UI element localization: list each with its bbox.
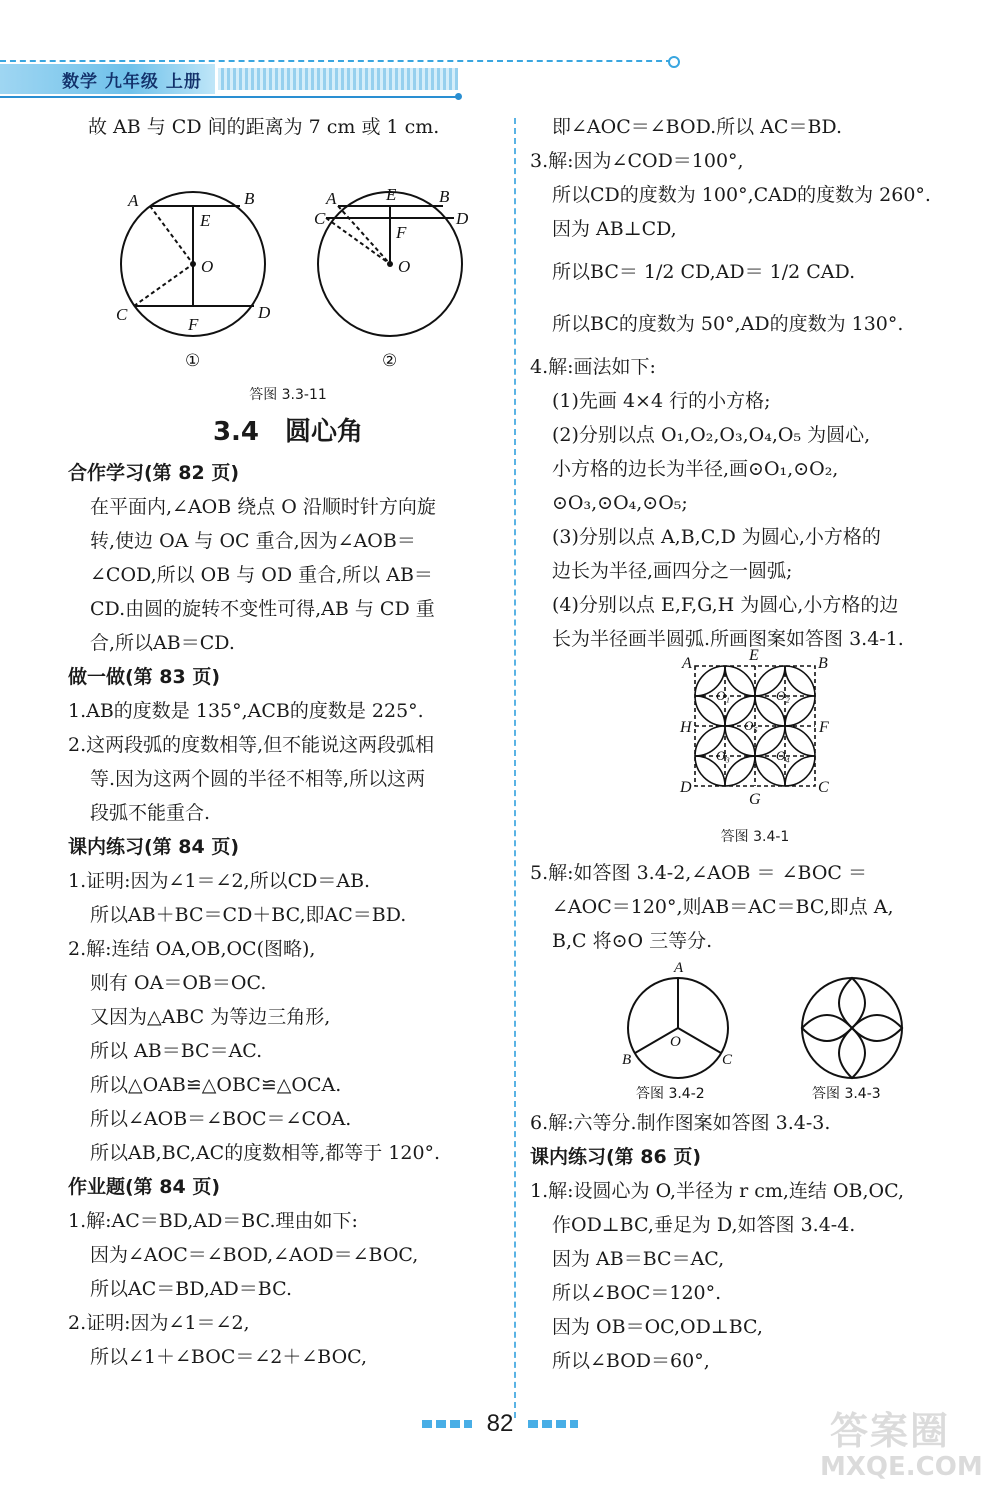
text-line: 所以AB,BC,AC的度数相等,都等于 120°.: [90, 1142, 441, 1164]
text-line: 1.解:设圆心为 O,半径为 r cm,连结 OB,OC,: [530, 1180, 905, 1202]
text-line: 所以BC的度数为 50°,AD的度数为 130°.: [552, 313, 904, 335]
text-line: 边长为半径,画四分之一圆弧;: [552, 560, 793, 582]
text-line: 即∠AOC＝∠BOD.所以 AC＝BD.: [552, 116, 843, 138]
watermark-url: MXQE.COM: [820, 1452, 983, 1482]
center-dot-2: [387, 261, 393, 267]
label-o2: O₂: [776, 688, 790, 703]
two-circle-figures: [530, 958, 980, 1106]
text-line: 所以 AB＝BC＝AC.: [90, 1040, 263, 1062]
text-line: 所以∠BOD＝60°,: [552, 1350, 710, 1372]
label-b-1: B: [244, 189, 255, 208]
text-line: (4)分别以点 E,F,G,H 为圆心,小方格的边: [552, 594, 899, 616]
figure-3-4-1: [530, 647, 980, 824]
subheading: 课内练习(第 86 页): [530, 1146, 702, 1168]
caption-342: 答图 3.4-2: [636, 1086, 705, 1102]
watermark: [800, 1400, 990, 1490]
text-line: 所以CD的度数为 100°,CAD的度数为 260°.: [552, 184, 931, 206]
label-h: H: [680, 719, 692, 736]
text-line: 因为 OB＝OC,OD⊥BC,: [552, 1316, 763, 1338]
text-line: ∠COD,所以 OB 与 OD 重合,所以 AB＝: [90, 564, 433, 586]
text-line: 3.解:因为∠COD＝100°,: [530, 150, 744, 172]
text-line: 1.证明:因为∠1＝∠2,所以CD＝AB.: [68, 870, 371, 892]
label-c-2: C: [314, 209, 326, 228]
label-c: C: [722, 1052, 733, 1068]
text-line: 段弧不能重合.: [90, 802, 211, 824]
header-underline: [0, 96, 460, 98]
label-o5: O₅: [744, 718, 758, 733]
label-a: A: [682, 655, 692, 672]
label-b-2: B: [439, 187, 450, 206]
label-a-1: A: [128, 191, 139, 210]
center-dot-1: [190, 261, 196, 267]
column-divider: [514, 118, 516, 1418]
text-line: 因为 AB⊥CD,: [552, 218, 677, 240]
label-e-2: E: [386, 185, 397, 204]
text-line: 所以BC＝ 1/2 CD,AD＝ 1/2 CAD.: [552, 261, 856, 283]
page-header: [0, 58, 680, 98]
label-e: E: [749, 647, 759, 664]
subheading: 合作学习(第 82 页): [68, 462, 240, 484]
text-line: 2.解:连结 OA,OB,OC(图略),: [68, 938, 316, 960]
text-line: 5.解:如答图 3.4-2,∠AOB ＝ ∠BOC ＝: [530, 862, 867, 884]
label-c-1: C: [116, 305, 128, 324]
text-line: 2.证明:因为∠1＝∠2,: [68, 1312, 250, 1334]
text-line: B,C 将⊙O 三等分.: [552, 930, 713, 952]
text-line: ⊙O₃,⊙O₄,⊙O₅;: [552, 492, 688, 514]
header-dot: [668, 56, 680, 68]
text-line: 4.解:画法如下:: [530, 356, 656, 378]
section-title: 3.4 圆心角: [212, 417, 364, 447]
text-line: 1.解:AC＝BD,AD＝BC.理由如下:: [68, 1210, 358, 1232]
footer-dots-left: [422, 1420, 472, 1428]
caption-343: 答图 3.4-3: [812, 1086, 881, 1102]
label-o1: O₁: [716, 688, 730, 703]
figures-3-4-2-and-3: [530, 958, 980, 1106]
text-line: 合,所以AB＝CD.: [90, 632, 235, 654]
text-line: 所以AC＝BD,AD＝BC.: [90, 1278, 292, 1300]
label-b: B: [622, 1052, 632, 1068]
label-d-1: D: [258, 303, 271, 322]
label-f: F: [819, 719, 829, 736]
label-a-2: A: [326, 189, 337, 208]
radius-oc-1: [134, 264, 193, 306]
label-o4: O₄: [776, 748, 790, 763]
label-a: A: [674, 960, 684, 976]
figure-num-1: ①: [185, 351, 201, 371]
label-o-1: O: [201, 257, 214, 276]
right-column: [530, 110, 980, 1378]
text-line: 在平面内,∠AOB 绕点 O 沿顺时针方向旋: [90, 496, 436, 518]
left-column: [68, 110, 508, 1374]
figure-caption: 答图 3.4-1: [720, 829, 790, 845]
text-line: 作OD⊥BC,垂足为 D,如答图 3.4-4.: [552, 1214, 856, 1236]
footer-dots-right: [528, 1420, 578, 1428]
text-line: 所以∠BOC＝120°.: [552, 1282, 722, 1304]
text-line: CD.由圆的旋转不变性可得,AB 与 CD 重: [90, 598, 435, 620]
label-b: B: [818, 655, 828, 672]
header-band-pattern: [218, 68, 458, 90]
text-line: 所以△OAB≌△OBC≌△OCA.: [90, 1074, 342, 1096]
text-line: 转,使边 OA 与 OC 重合,因为∠AOB＝: [90, 530, 416, 552]
text-line: 所以∠AOB＝∠BOC＝∠COA.: [90, 1108, 352, 1130]
text-line: (2)分别以点 O₁,O₂,O₃,O₄,O₅ 为圆心,: [552, 424, 871, 446]
label-o3: O₃: [716, 748, 730, 763]
label-o-2: O: [398, 257, 411, 276]
text-line: 长为半径画半圆弧.所画图案如答图 3.4-1.: [552, 628, 904, 650]
radius-oc: [678, 1028, 721, 1053]
figure-caption: 答图 3.3-11: [249, 387, 327, 403]
text-line: 2.这两段弧的度数相等,但不能说这两段弧相: [68, 734, 435, 756]
text-line: 因为∠AOC＝∠BOD,∠AOD＝∠BOC,: [90, 1244, 419, 1266]
subheading: 作业题(第 84 页): [68, 1176, 221, 1198]
label-o: O: [670, 1034, 681, 1050]
figure-3-3-11: [68, 144, 508, 382]
text-line: (3)分别以点 A,B,C,D 为圆心,小方格的: [552, 526, 881, 548]
header-underline-dot: [455, 93, 462, 100]
radius-oa-1: [150, 206, 193, 264]
label-e-1: E: [200, 211, 211, 230]
subheading: 课内练习(第 84 页): [68, 836, 240, 858]
text-line: 又因为△ABC 为等边三角形,: [90, 1006, 331, 1028]
text-line: 因为 AB＝BC＝AC,: [552, 1248, 725, 1270]
radius-oa-2: [338, 206, 390, 264]
text-line: 6.解:六等分.制作图案如答图 3.4-3.: [530, 1112, 831, 1134]
text-line: (1)先画 4×4 行的小方格;: [552, 390, 771, 412]
label-f-2: F: [396, 223, 407, 242]
text-line: 则有 OA＝OB＝OC.: [90, 972, 267, 994]
subheading: 做一做(第 83 页): [68, 666, 221, 688]
label-g: G: [749, 791, 761, 808]
label-f-1: F: [188, 315, 199, 334]
text-line: 所以AB＋BC＝CD＋BC,即AC＝BD.: [90, 904, 407, 926]
radius-oc-2: [326, 218, 390, 264]
label-d: D: [680, 779, 692, 796]
book-title: 数学 九年级 上册: [62, 72, 202, 92]
label-c: C: [818, 779, 829, 796]
page-number: 82: [486, 1410, 514, 1437]
text-line: 等.因为这两个圆的半径不相等,所以这两: [90, 768, 426, 790]
figure-num-2: ②: [382, 351, 398, 371]
text-line: 故 AB 与 CD 间的距离为 7 cm 或 1 cm.: [88, 116, 440, 138]
text-line: ∠AOC＝120°,则AB＝AC＝BC,即点 A,: [552, 896, 894, 918]
text-line: 所以∠1＋∠BOC＝∠2＋∠BOC,: [90, 1346, 368, 1368]
label-d-2: D: [456, 209, 469, 228]
circles-figure: [68, 144, 508, 382]
circle-pattern-figure: [530, 647, 980, 824]
text-line: 1.AB的度数是 135°,ACB的度数是 225°.: [68, 700, 424, 722]
text-line: 小方格的边长为半径,画⊙O₁,⊙O₂,: [552, 458, 839, 480]
watermark-text: 答案圈: [830, 1409, 951, 1453]
